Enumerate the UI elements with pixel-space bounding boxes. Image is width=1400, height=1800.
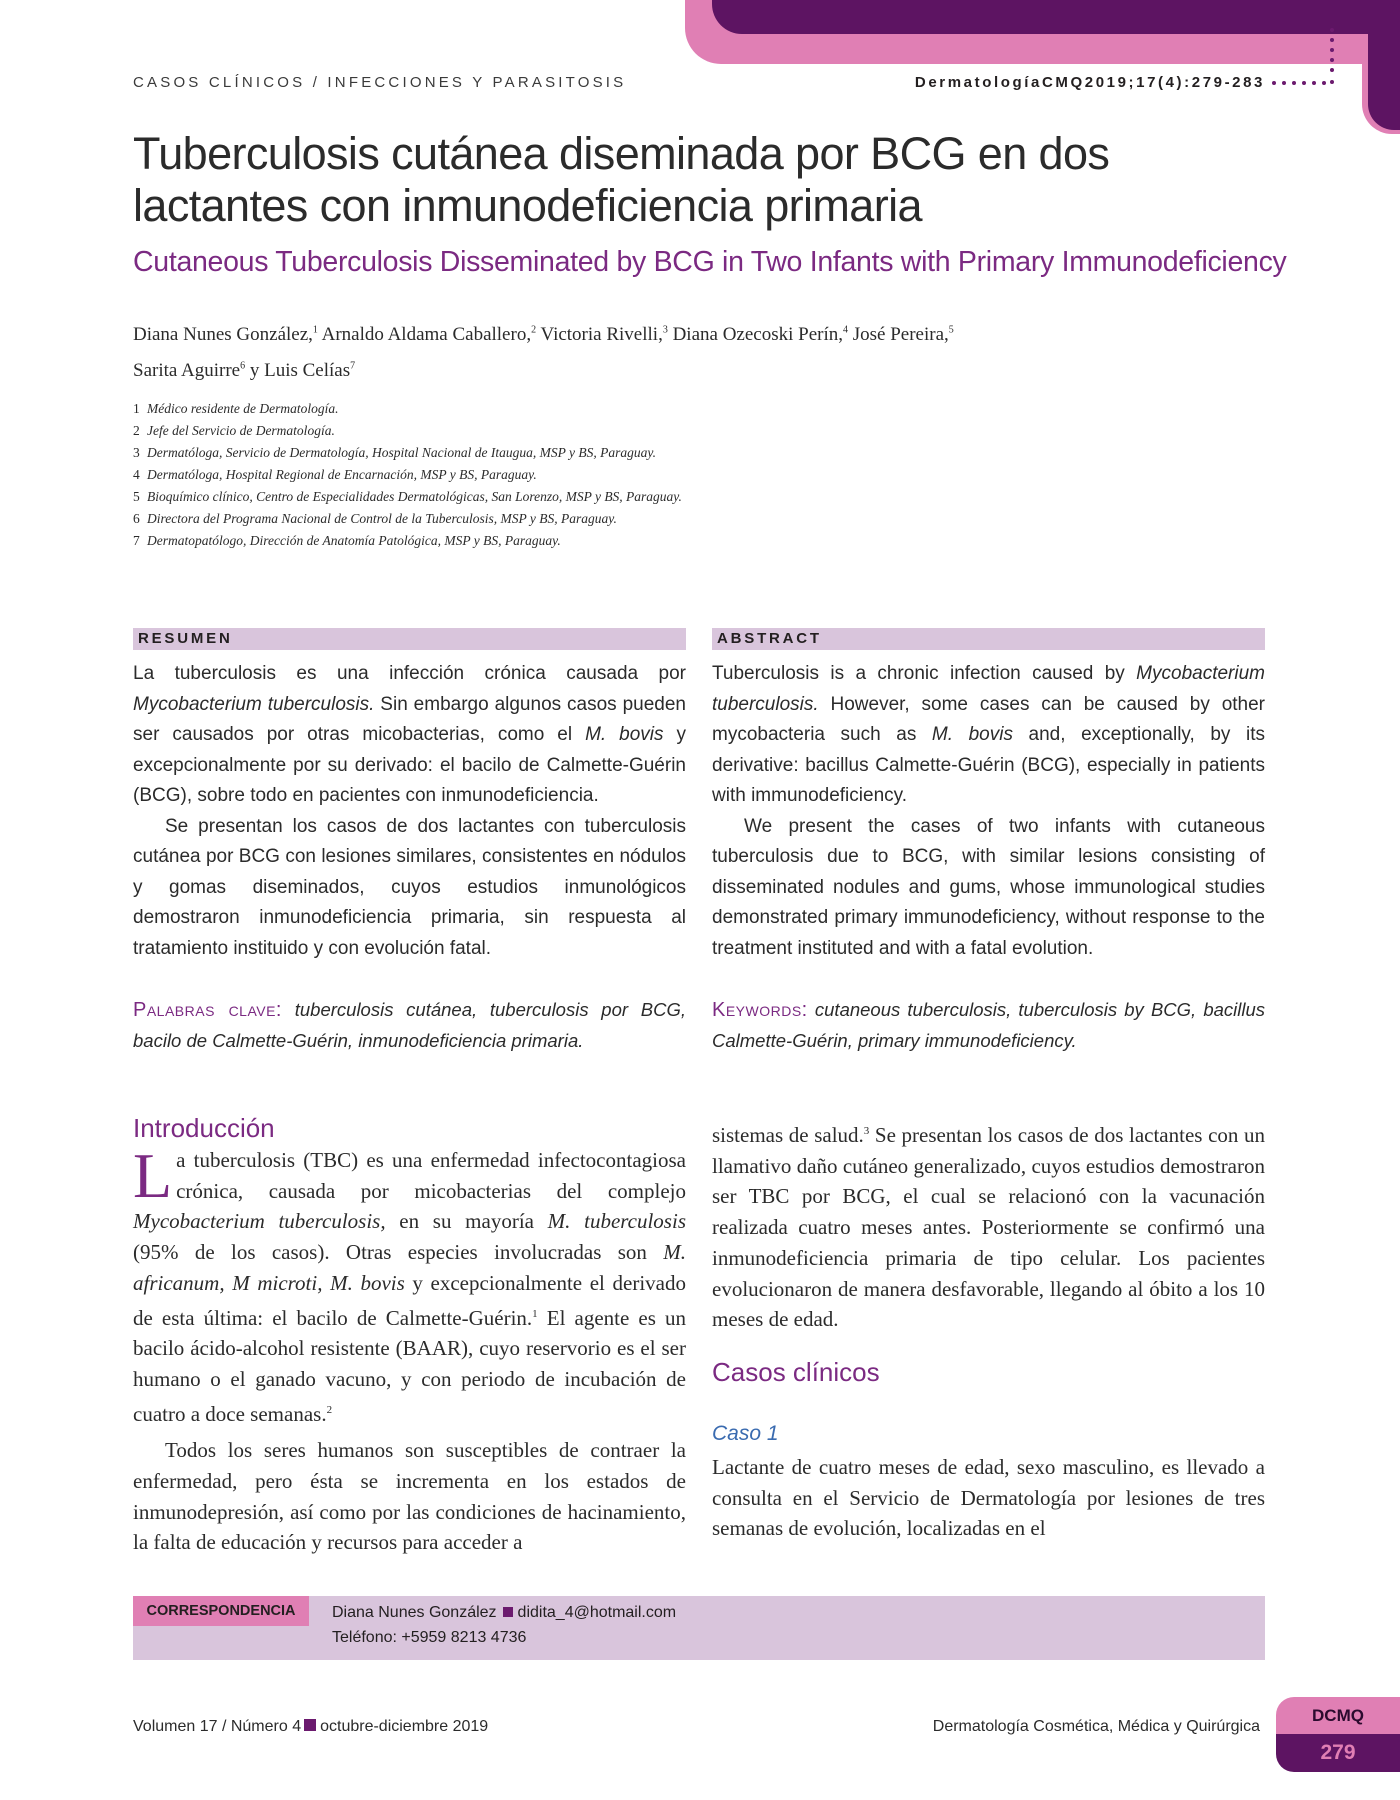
affiliation-list — [133, 398, 682, 552]
article-title: Tuberculosis cutánea diseminada por BCG en dos lactantes con inmunodeficiencia primaria — [133, 128, 1110, 231]
authors-line-2 — [133, 350, 1133, 385]
affiliation: 4 Dermatóloga, Hospital Regional de Encarnación, MSP y BS, Paraguay. — [133, 467, 537, 482]
abstract-heading: ABSTRACT — [717, 630, 822, 647]
casos-heading: Casos clínicos — [712, 1357, 880, 1387]
keywords-label: Keywords: — [712, 999, 808, 1021]
resumen-paragraph: La tuberculosis es una infección crónica causada por Mycobacterium tuberculosis. Sin embargo algunos casos pueden ser causados por otras micobacterias, como el M. bovis y excepcionalmente por su derivado: el bacilo de Calmette-Guérin (BCG), sobre todo en pacientes con inmunodeficiencia. — [133, 663, 686, 806]
keywords-en — [712, 995, 1265, 1056]
keywords-text: tuberculosis cutánea, tuberculosis por BCG, bacilo de Calmette-Guérin, inmunodeficiencia primaria. — [133, 999, 686, 1051]
intro-paragraph: sistemas de salud.$^3$ Se presentan los casos de dos lactantes con un llamativo daño cutáneo generalizado, cuyos estudios demostraron ser TBC por BCG, el cual se relacionó con la vacunación realizada cuatro meses antes. Posteriormente se confirmó una inmunodeficiencia primaria de tipo celular. Los pacientes evolucionaron de manera desfavorable, llegando al óbito a los 10 meses de edad. — [712, 1123, 1265, 1332]
author: Victoria Rivelli,$^3$ — [536, 324, 668, 346]
article-title-english: Cutaneous Tuberculosis Disseminated by BCG in Two Infants with Primary Immunodeficiency — [133, 246, 1287, 278]
footer-journal-name: Dermatología Cosmética, Médica y Quirúrgica — [932, 1718, 1260, 1735]
correspondence-name: Diana Nunes González — [332, 1604, 497, 1621]
intro-paragraph: La tuberculosis (TBC) es una enfermedad infectocontagiosa crónica, causada por micobacterias del complejo Mycobacterium tuberculosis, en su mayoría M. tuberculosis (95% de los casos). Otras especies involucradas son M. africanum, M microti, M. bovis y excepcionalmente el derivado de esta última: el bacilo de Calmette-Guérin.$^1$ El agente es un bacilo ácido-alcohol resistente (BAAR), cuyo reservorio es el ser humano o el ganado vacuno, y con periodo de incubación de cuatro a doce semanas.$^2$ — [133, 1140, 686, 1426]
dot-column — [1330, 28, 1336, 88]
abstract-paragraph: We present the cases of two infants with cutaneous tuberculosis due to BCG, with similar lesions consisting of disseminated nodules and gums, whose immunological studies demonstrated primary immunodeficiency, without response to the treatment instituted and with a fatal evolution. — [712, 815, 1265, 959]
intro-heading: Introducción — [133, 1113, 275, 1143]
author: Diana Nunes González,$^1$ — [133, 324, 318, 346]
correspondence-phone: Teléfono: +5959 8213 4736 — [332, 1629, 527, 1646]
resumen-heading: RESUMEN — [138, 630, 233, 647]
footer-issue: Volumen 17 / Número 4 octubre-diciembre 2019 — [133, 1718, 489, 1735]
author: Arnaldo Aldama Caballero,$^2$ — [317, 324, 537, 346]
resumen-paragraph: Se presentan los casos de dos lactantes con tuberculosis cutánea por BCG con lesiones similares, consistentes en nódulos y gomas diseminados, cuyos estudios inmunológicos demostraron inmunodeficiencia primaria, sin respuesta al tratamiento instituido y con evolución fatal. — [133, 815, 686, 959]
affiliation: 2 Jefe del Servicio de Dermatología. — [133, 423, 335, 438]
affiliation: 6 Directora del Programa Nacional de Control de la Tuberculosis, MSP y BS, Paraguay. — [133, 511, 617, 526]
abstract-paragraph: Tuberculosis is a chronic infection caused by Mycobacterium tuberculosis. However, some cases can be caused by other mycobacteria such as M. bovis and, exceptionally, by its derivative: bacillus Calmette-Guérin (BCG), especially in patients with immunodeficiency. — [712, 663, 1265, 806]
abstract-body — [712, 659, 1265, 964]
author: Diana Ozecoski Perín,$^4$ — [667, 324, 848, 346]
page-number: 279 — [1320, 1741, 1356, 1764]
section-label: CASOS CLÍNICOS / INFECCIONES Y PARASITOSIS — [133, 74, 627, 91]
keywords-es — [133, 995, 686, 1056]
intro-continuation — [712, 1116, 1265, 1335]
keywords-label: Palabras clave: — [133, 999, 282, 1021]
author-list — [133, 315, 1133, 386]
intro-paragraph: Todos los seres humanos son susceptibles de contraer la enfermedad, pero ésta se incrementa en los estados de inmunodepresión, así como por las condiciones de hacinamiento, la falta de educación y recursos para acceder a — [133, 1438, 686, 1555]
resumen-header — [133, 628, 686, 650]
journal-reference: DermatologíaCMQ2019;17(4):279-283 — [914, 74, 1265, 91]
side-accent-purple — [1368, 34, 1400, 130]
keywords-text: cutaneous tuberculosis, tuberculosis by BCG, bacillus Calmette-Guérin, primary immunodeficiency. — [712, 999, 1266, 1051]
square-bullet-icon — [304, 1719, 316, 1731]
correspondence-label: CORRESPONDENCIA — [133, 1596, 309, 1626]
authors-line-1 — [133, 315, 1133, 350]
author: José Pereira,$^5$ — [848, 324, 954, 346]
journal-badge: DCMQ — [1312, 1706, 1364, 1725]
correspondence-email[interactable]: didita_4@hotmail.com — [517, 1604, 677, 1621]
affiliation: 7 Dermatopatólogo, Dirección de Anatomía Patológica, MSP y BS, Paraguay. — [133, 533, 561, 548]
author: Sarita Aguirre$^6$ — [133, 359, 246, 381]
correspondence-contact — [332, 1604, 676, 1622]
header-accent-purple — [712, 0, 1400, 34]
caso1-body: Lactante de cuatro meses de edad, sexo masculino, es llevado a consulta en el Servicio de Dermatología por lesiones de tres semanas de evolución, localizadas en el — [712, 1455, 1265, 1541]
intro-body — [133, 1140, 686, 1558]
square-bullet-icon — [503, 1607, 513, 1617]
dropcap: L — [133, 1140, 173, 1211]
author: y Luis Celías$^7$ — [245, 359, 356, 381]
affiliation: 5 Bioquímico clínico, Centro de Especialidades Dermatológicas, San Lorenzo, MSP y BS, Paraguay. — [133, 489, 682, 504]
abstract-header — [712, 628, 1265, 650]
caso1-heading: Caso 1 — [712, 1422, 779, 1445]
affiliation: 3 Dermatóloga, Servicio de Dermatología, Hospital Nacional de Itaugua, MSP y BS, Paraguay. — [133, 445, 656, 460]
affiliation: 1 Médico residente de Dermatología. — [133, 401, 339, 416]
resumen-body — [133, 659, 686, 964]
dot-row — [1272, 81, 1332, 87]
